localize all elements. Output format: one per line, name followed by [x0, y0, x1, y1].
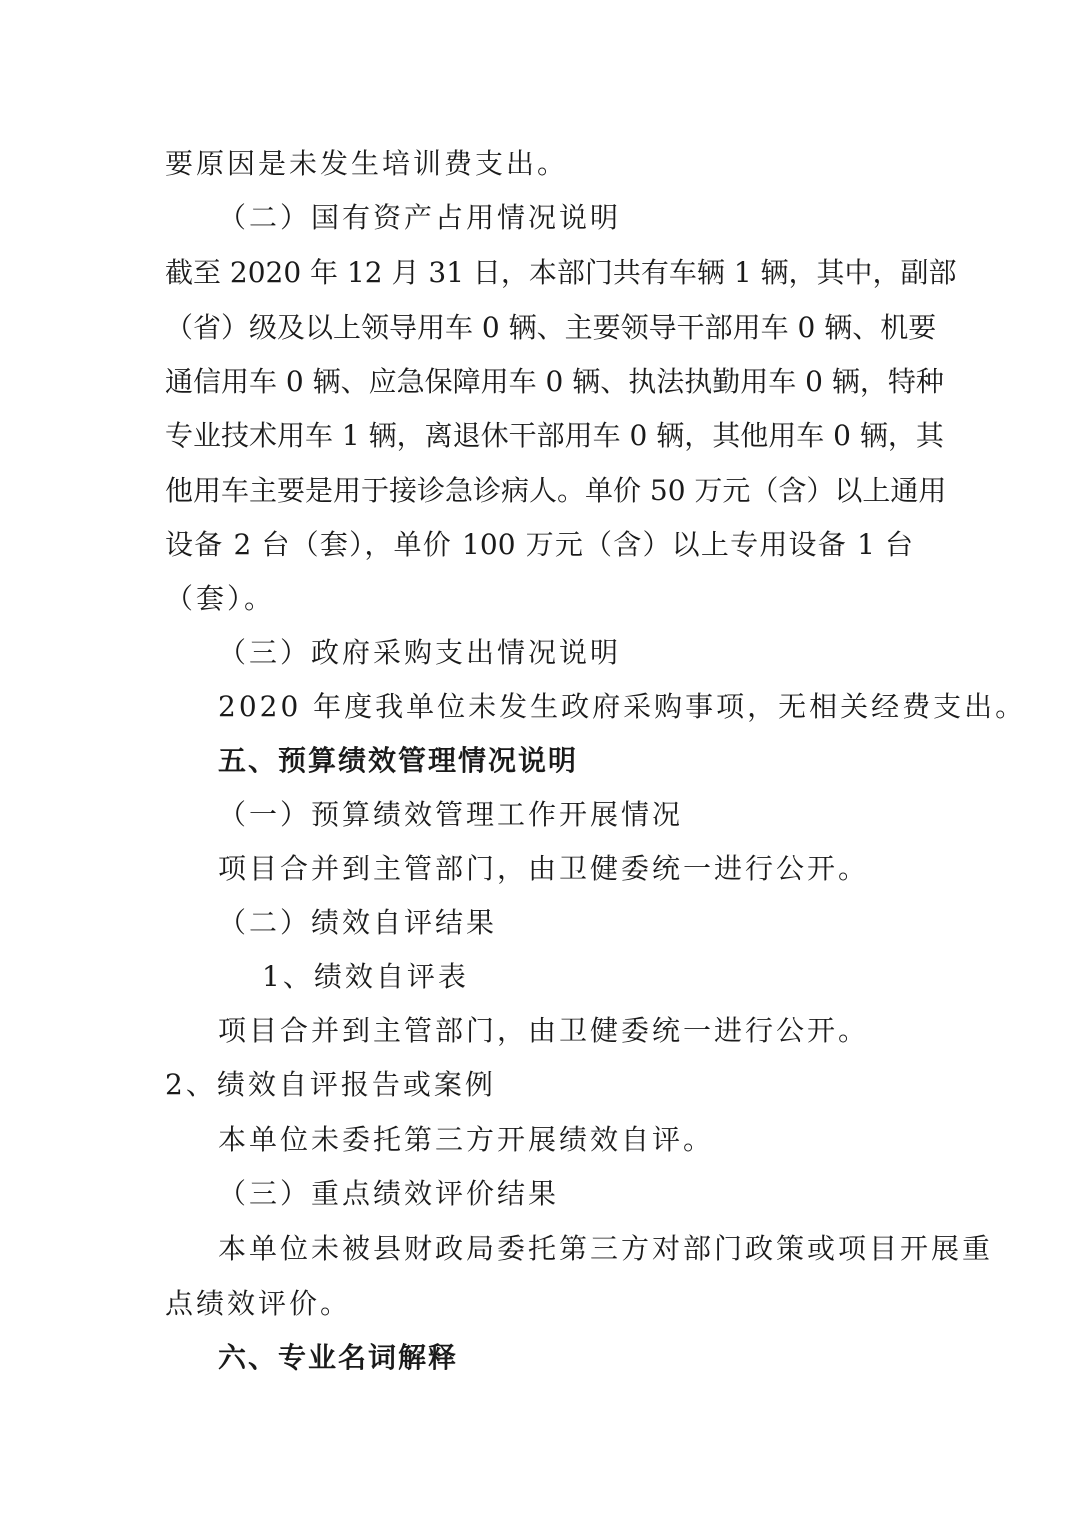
paragraph-line: 本单位未被县财政局委托第三方对部门政策或项目开展重 [218, 1232, 994, 1265]
subsection-heading: （二）绩效自评结果 [218, 906, 498, 939]
item-heading: 1、绩效自评表 [262, 960, 469, 993]
paragraph-line: 本单位未委托第三方开展绩效自评。 [218, 1123, 715, 1156]
paragraph-line: 项目合并到主管部门，由卫健委统一进行公开。 [218, 852, 870, 885]
subsection-heading: （一）预算绩效管理工作开展情况 [218, 798, 684, 831]
paragraph-line: 要原因是未发生培训费支出。 [165, 147, 569, 180]
subsection-heading: （三）政府采购支出情况说明 [218, 636, 622, 669]
paragraph-line: （省）级及以上领导用车 0 辆、主要领导干部用车 0 辆、机要 [165, 311, 937, 344]
item-heading: 2、绩效自评报告或案例 [165, 1068, 496, 1101]
paragraph-line: 通信用车 0 辆、应急保障用车 0 辆、执法执勤用车 0 辆，特种 [165, 365, 944, 398]
paragraph-line: 截至 2020 年 12 月 31 日，本部门共有车辆 1 辆，其中，副部 [165, 256, 957, 289]
paragraph-line: 点绩效评价。 [165, 1287, 352, 1320]
subsection-heading: （三）重点绩效评价结果 [218, 1177, 560, 1210]
paragraph-line: 设备 2 台（套），单价 100 万元（含）以上专用设备 1 台 [165, 528, 913, 561]
paragraph-line: 项目合并到主管部门，由卫健委统一进行公开。 [218, 1014, 870, 1047]
paragraph-line: 他用车主要是用于接诊急诊病人。单价 50 万元（含）以上通用 [165, 474, 947, 507]
section-heading: 五、预算绩效管理情况说明 [218, 744, 579, 777]
section-heading: 六、专业名词解释 [218, 1341, 459, 1374]
paragraph-line: 2020 年度我单位未发生政府采购事项，无相关经费支出。 [218, 690, 1027, 723]
paragraph-line: （套）。 [165, 582, 276, 615]
paragraph-line: 专业技术用车 1 辆，离退休干部用车 0 辆，其他用车 0 辆，其 [165, 419, 944, 452]
subsection-heading: （二）国有资产占用情况说明 [218, 201, 622, 234]
